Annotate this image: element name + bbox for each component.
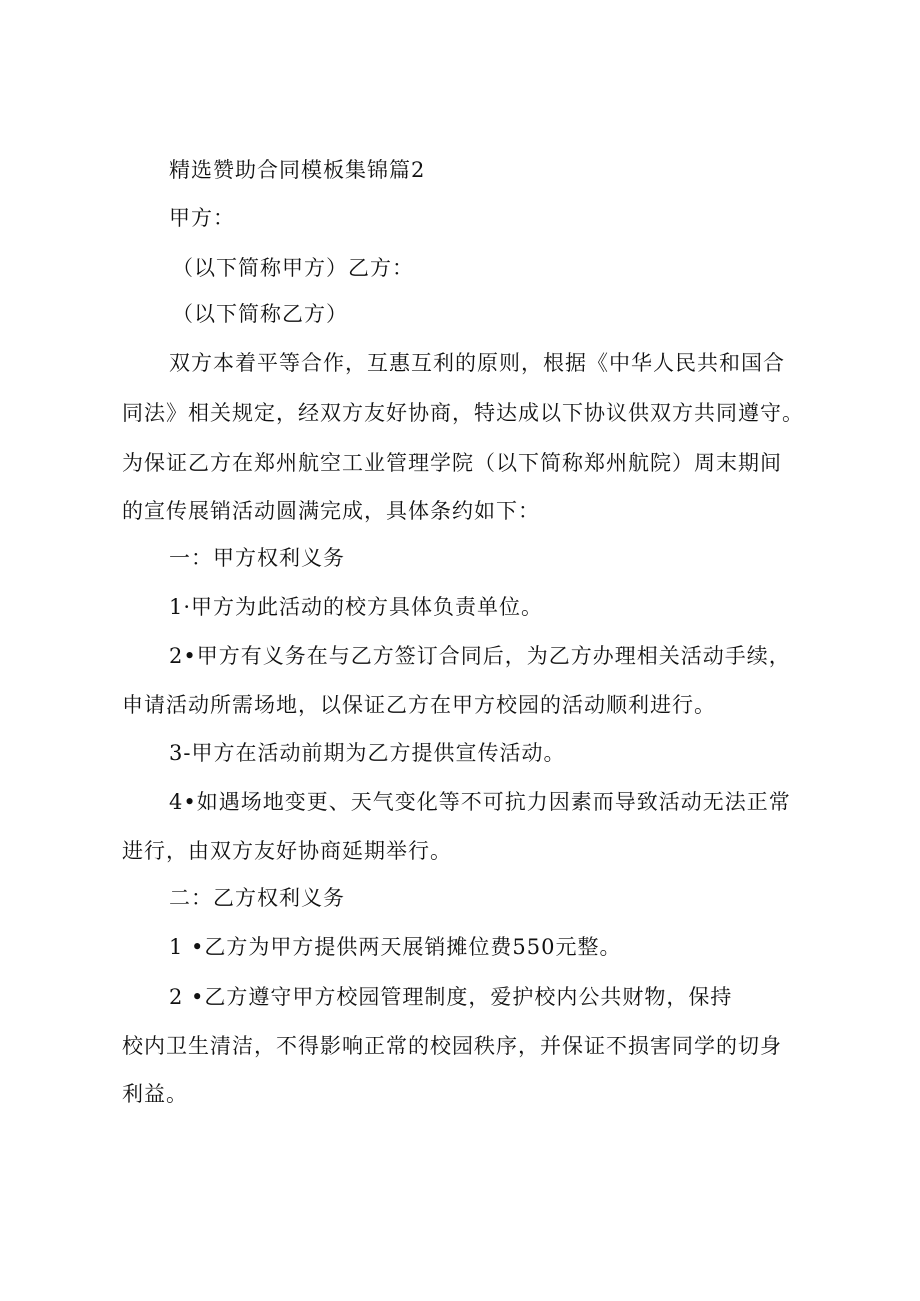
document-title: 精选赞助合同模板集锦篇2 xyxy=(169,158,426,182)
section-1-heading: 一：甲方权利义务 xyxy=(169,546,345,570)
clause-2-2-line-2: 校内卫生清洁，不得影响正常的校园秩序，并保证不损害同学的切身 xyxy=(122,1034,782,1058)
party-a-abbrev-party-b-line: （以下简称甲方）乙方： xyxy=(172,256,414,280)
preamble-line-3: 为保证乙方在郑州航空工业管理学院（以下简称郑州航院）周末期间 xyxy=(122,451,782,475)
clause-1-4-line-1: 4•如遇场地变更、天气变化等不可抗力因素而导致活动无法正常 xyxy=(169,790,791,814)
preamble-line-1: 双方本着平等合作，互惠互利的原则，根据《中华人民共和国合 xyxy=(169,351,785,375)
preamble-line-2: 同法》相关规定，经双方友好协商，特达成以下协议供双方共同遵守。 xyxy=(122,401,804,425)
clause-1-1: 1·甲方为此活动的校方具体负责单位。 xyxy=(169,595,544,619)
clause-1-4-line-2: 进行，由双方友好协商延期举行。 xyxy=(122,839,452,863)
party-b-abbrev-line: （以下简称乙方） xyxy=(172,302,348,326)
clause-2-2-line-3: 利益。 xyxy=(122,1082,188,1106)
party-a-line: 甲方： xyxy=(169,206,235,230)
clause-1-2-line-2: 申请活动所需场地，以保证乙方在甲方校园的活动顺利进行。 xyxy=(122,693,716,717)
clause-2-1: 1 •乙方为甲方提供两天展销摊位费550元整。 xyxy=(169,935,622,959)
clause-2-2-line-1: 2 •乙方遵守甲方校园管理制度，爱护校内公共财物，保持 xyxy=(169,985,733,1009)
section-2-heading: 二：乙方权利义务 xyxy=(169,886,345,910)
preamble-line-4: 的宣传展销活动圆满完成，具体条约如下： xyxy=(122,499,540,523)
clause-1-2-line-1: 2•甲方有义务在与乙方签订合同后，为乙方办理相关活动手续， xyxy=(169,644,791,668)
clause-1-3: 3-甲方在活动前期为乙方提供宣传活动。 xyxy=(169,741,566,765)
